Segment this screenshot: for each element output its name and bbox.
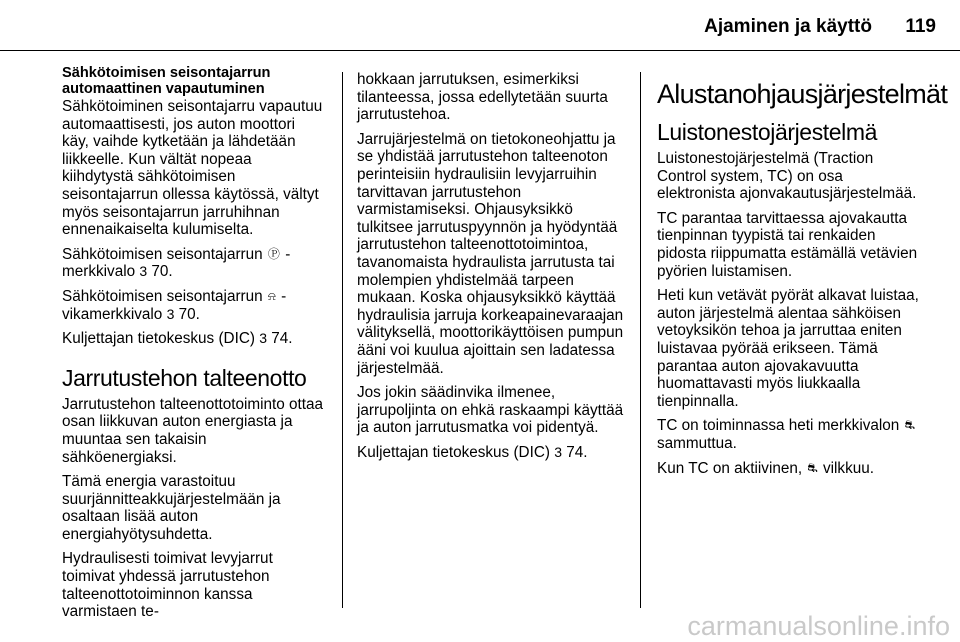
page-ref-link[interactable]: 74.: [271, 330, 293, 348]
column-divider-2: [640, 72, 641, 608]
section-heading-regenerative-braking: Jarrutustehon talteenotto: [62, 364, 307, 391]
paragraph: hokkaan jarrutuksen, esimerkiksi tilanteessa, jossa edellytetään suurta jarrutustehoa.: [357, 71, 608, 124]
page-ref-icon[interactable]: 3: [166, 305, 175, 322]
page-ref-icon[interactable]: 3: [554, 443, 563, 460]
brake-fault-icon: ⍾: [267, 288, 276, 303]
traction-control-icon: ⛐: [904, 418, 915, 433]
traction-control-icon: ⛐: [807, 460, 818, 475]
paragraph: Sähkötoiminen seisontajarru vapautuu automaattisesti, jos auton moottori käy, vaihde kytketään ja lähdetään liikkeelle. Kun vältät nopeaa kiihdytystä sähkötoimisen seisontajarrun ollessa käytössä, vältyt myös seisontajarrun jarruhihnan ennenaikaiselta kulumiselta.: [62, 98, 323, 239]
paragraph: Hydraulisesti toimivat levyjarrut toimivat yhdessä jarrutustehon talteenottotoiminnon kanssa varmistaen te-: [62, 550, 273, 621]
paragraph: Jos jokin säädinvika ilmenee, jarrupoljinta on ehkä raskaampi käyttää ja auton jarrutusmatka voi pidentyä.: [357, 384, 624, 437]
paragraph-parking-brake-fault-light: Sähkötoimisen seisontajarrun ⍾ -vikamerkkivalo 3 70.: [62, 287, 287, 323]
page-number: 119: [905, 16, 936, 37]
paragraph-dic-ref: Kuljettajan tietokeskus (DIC) 3 74.: [62, 330, 293, 348]
column-1: [62, 66, 324, 628]
page-ref-link[interactable]: 70.: [178, 305, 200, 323]
watermark: carmanualsonline.info: [687, 611, 950, 641]
page-ref-icon[interactable]: 3: [139, 263, 148, 280]
section-heading-traction-control: Luistonestojärjestelmä: [657, 119, 878, 145]
paragraph: TC parantaa tarvittaessa ajovakautta tienpinnan tyypistä tai renkaiden pidosta riippumatta estämällä vetävien pyörien luistamisen.: [657, 209, 918, 280]
parking-brake-icon: Ⓟ: [267, 246, 280, 261]
paragraph-tc-active: Kun TC on aktiivinen, ⛐ vilkkuu.: [657, 459, 874, 477]
page-header-title: Ajaminen ja käyttö: [704, 16, 872, 37]
subheading-auto-release: Sähkötoimisen seisontajarrun automaattinen vapautuminen: [62, 65, 271, 97]
page-ref-link[interactable]: 70.: [151, 263, 173, 281]
paragraph: Jarrujärjestelmä on tietokoneohjattu ja se yhdistää jarrutustehon talteenoton perinteisiin hydraulisiin levyjarruihin tarvittavan jarrutustehon varmistamiseksi. Ohjausyksikkö tulkitsee jarrutuspyynnön ja hyödyntää jarrutustehon talteenottotoimintoa, tavanomaista hydraulista jarrutusta tai molempien yhdistelmää tarpeen mukaan. Koska ohjausyksikkö käyttää hydraulisia jarruja korkeapainevaraajan välityksellä, moottorikäyttöisen pumpun ääni voi kuulua ajoittain sen ladatessa järjestelmää.: [357, 130, 624, 377]
paragraph: Heti kun vetävät pyörät alkavat luistaa, auton järjestelmä alentaa sähköisen vetoyksikön tehoa ja jarruttaa eniten luistavaa pyörää erikseen. Tämä parantaa auton ajovakavuutta huomattavasti myös liukkaalla tienpinnalla.: [657, 287, 919, 410]
chapter-heading-chassis-control: Alustanohjausjärjestelmät: [657, 79, 948, 109]
paragraph: Luistonestojärjestelmä (Traction Control system, TC) on osa elektronista ajonvakautusjärjestelmää.: [657, 150, 917, 203]
column-divider-1: [342, 72, 343, 608]
paragraph-tc-light: TC on toiminnassa heti merkkivalon ⛐ sammuttua.: [657, 417, 915, 452]
page-ref-link[interactable]: 74.: [566, 443, 588, 461]
paragraph-dic-ref: Kuljettajan tietokeskus (DIC) 3 74.: [357, 443, 588, 461]
page-ref-icon[interactable]: 3: [259, 330, 268, 347]
paragraph: Jarrutustehon talteenottotoiminto ottaa osan liikkuvan auton energiasta ja muuntaa sen takaisin sähköenergiaksi.: [62, 395, 324, 466]
column-2: [357, 71, 625, 468]
column-3: [657, 79, 948, 484]
header-rule: [0, 50, 960, 51]
paragraph: Tämä energia varastoituu suurjännitteakkujärjestelmään ja osaltaan lisää auton energiahyötysuhdetta.: [62, 473, 281, 543]
paragraph-parking-brake-light: Sähkötoimisen seisontajarrun Ⓟ -merkkivalo 3 70.: [62, 245, 291, 281]
